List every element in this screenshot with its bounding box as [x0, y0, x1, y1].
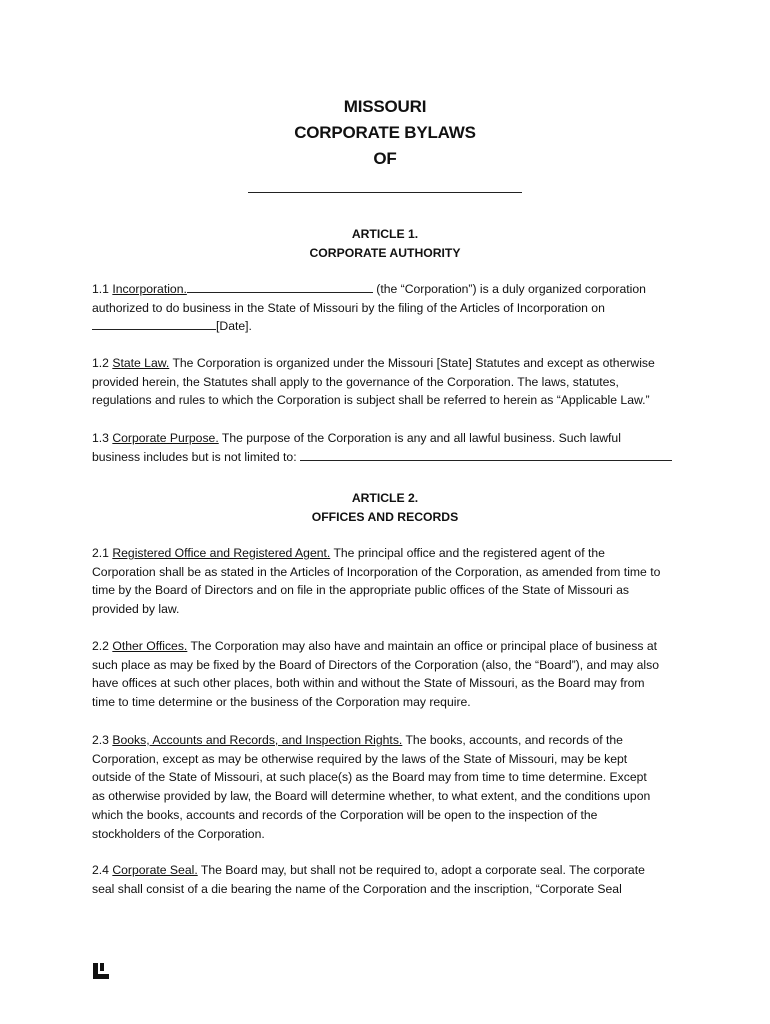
- incorporation-date-field[interactable]: [92, 318, 216, 330]
- section-text: business includes but is not limited to:: [92, 449, 297, 464]
- brand-logo-icon: [92, 962, 110, 980]
- section-number: 2.2: [92, 639, 109, 653]
- corporation-name-blank[interactable]: [248, 192, 522, 193]
- section-text: provided by law.: [92, 602, 180, 617]
- section-text: time to time determine or the business of the Corporation may require.: [92, 695, 471, 710]
- section-number: 1.2: [92, 356, 109, 370]
- section-1-2: [92, 354, 684, 410]
- section-text: provided herein, the Statutes shall apply to the governance of the Corporation. The laws, statutes,: [92, 374, 619, 389]
- section-1-1: [92, 280, 684, 336]
- section-2-3: [92, 731, 684, 843]
- section-text: seal shall consist of a die bearing the name of the Corporation and the inscription, “Corporate Seal: [92, 881, 622, 896]
- section-number: 2.3: [92, 733, 109, 747]
- section-1-3: [92, 429, 684, 466]
- section-text: The Corporation is organized under the Missouri [State] Statutes and except as otherwise: [172, 356, 655, 370]
- article-2-heading: [0, 489, 770, 527]
- section-text: regulations and rules to which the Corporation is subject shall be referred to herein as “Applicable Law.”: [92, 393, 650, 408]
- section-text: [Date].: [216, 319, 252, 334]
- section-heading: Corporate Seal.: [112, 863, 198, 877]
- section-text: authorized to do business in the State of Missouri by the filing of the Articles of Incorporation on: [92, 300, 605, 315]
- corporation-name-field[interactable]: [187, 281, 373, 293]
- section-text: stockholders of the Corporation.: [92, 826, 265, 841]
- article-1-name: CORPORATE AUTHORITY: [309, 246, 461, 260]
- section-heading: Corporate Purpose.: [112, 431, 219, 445]
- section-text: have offices at such other places, both within and without the State of Missouri, as the Board may from: [92, 676, 645, 691]
- section-text: The principal office and the registered agent of the: [333, 546, 605, 560]
- section-2-1: [92, 544, 684, 619]
- section-text: The Board may, but shall not be required to, adopt a corporate seal. The corporate: [200, 863, 645, 877]
- section-heading: Registered Office and Registered Agent.: [112, 546, 331, 560]
- section-text: Corporation shall be as stated in the Articles of Incorporation of the Corporation, as amended from time to: [92, 564, 661, 579]
- section-text: Corporation, except as may be otherwise required by the laws of the State of Missouri, may be kept: [92, 751, 628, 766]
- article-1-heading: [0, 225, 770, 263]
- section-text: time by the Board of Directors and on file in the appropriate public offices of the State of Missouri as: [92, 583, 629, 598]
- section-text: which the books, accounts and records of the Corporation will be open to the inspection of the: [92, 807, 598, 822]
- article-2-number: ARTICLE 2.: [351, 491, 419, 505]
- section-number: 2.4: [92, 863, 109, 877]
- section-text: The purpose of the Corporation is any and all lawful business. Such lawful: [221, 431, 621, 445]
- article-1-number: ARTICLE 1.: [351, 227, 419, 241]
- section-text: (the “Corporation”) is a duly organized corporation: [376, 282, 646, 296]
- document-title: [0, 94, 770, 172]
- title-of: OF: [373, 149, 397, 168]
- article-2-name: OFFICES AND RECORDS: [311, 510, 459, 524]
- section-heading: Other Offices.: [112, 639, 188, 653]
- section-text: such place as may be fixed by the Board of Directors of the Corporation (also, the “Board”), and may also: [92, 657, 659, 672]
- section-2-2: [92, 637, 684, 712]
- section-2-4: [92, 861, 684, 898]
- section-number: 1.1: [92, 282, 109, 296]
- title-doc-type: CORPORATE BYLAWS: [294, 123, 476, 142]
- section-heading: State Law.: [112, 356, 170, 370]
- section-text: The books, accounts, and records of the: [405, 733, 623, 747]
- section-text: outside of the State of Missouri, at such place(s) as the Board may from time to time determine. Except: [92, 770, 647, 785]
- section-heading: Incorporation.: [112, 282, 187, 296]
- title-state: MISSOURI: [343, 97, 427, 116]
- section-number: 1.3: [92, 431, 109, 445]
- section-text: as otherwise provided by law, the Board will determine whether, to what extent, and the conditions upon: [92, 789, 651, 804]
- business-purpose-field[interactable]: [300, 449, 672, 461]
- section-number: 2.1: [92, 546, 109, 560]
- section-heading: Books, Accounts and Records, and Inspection Rights.: [112, 733, 403, 747]
- section-text: The Corporation may also have and maintain an office or principal place of business at: [190, 639, 658, 653]
